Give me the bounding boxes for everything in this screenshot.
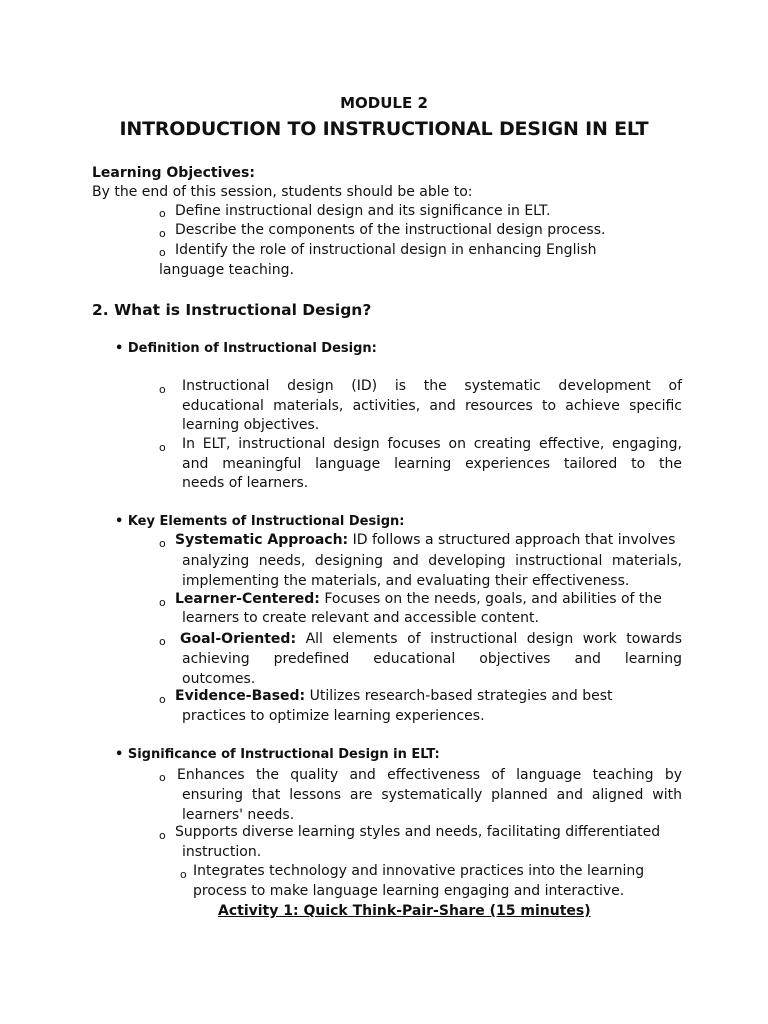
significance-heading: • Significance of Instructional Design in ELT: bbox=[115, 747, 440, 762]
significance-item-1-continued: ensuring that lessons are systematically planned and aligned with learners' needs. bbox=[182, 787, 682, 823]
bullet-icon: o bbox=[159, 771, 166, 784]
significance-item-1: Enhances the quality and effectiveness of language teaching by bbox=[177, 767, 682, 783]
module-label: MODULE 2 bbox=[340, 94, 428, 112]
key-elements-heading: • Key Elements of Instructional Design: bbox=[115, 514, 405, 529]
page-title: INTRODUCTION TO INSTRUCTIONAL DESIGN IN ELT bbox=[119, 118, 649, 140]
key-element-label: Evidence-Based: bbox=[175, 688, 306, 704]
key-element-1-continued: analyzing needs, designing and developing instructional materials, implementing the materials, and evaluating their effectiveness. bbox=[182, 553, 682, 589]
definition-paragraph-1: Instructional design (ID) is the systematic development of educational materials, activities, and resources to achieve specific learning objectives. bbox=[182, 378, 682, 433]
bullet-icon: o bbox=[180, 868, 187, 881]
activity-heading: Activity 1: Quick Think-Pair-Share (15 minutes) bbox=[218, 903, 591, 919]
key-element-1: Systematic Approach: ID follows a structured approach that involves bbox=[175, 532, 676, 548]
bullet-icon: o bbox=[159, 693, 166, 706]
objectives-heading: Learning Objectives: bbox=[92, 165, 255, 181]
key-element-label: Learner-Centered: bbox=[175, 591, 320, 607]
key-element-4: Evidence-Based: Utilizes research-based strategies and best bbox=[175, 688, 613, 704]
key-element-3-continued: achieving predefined educational objectives and learning outcomes. bbox=[182, 651, 682, 687]
bullet-icon: o bbox=[159, 207, 166, 220]
significance-item-3: Integrates technology and innovative practices into the learning bbox=[193, 863, 645, 879]
objectives-intro: By the end of this session, students should be able to: bbox=[92, 184, 473, 200]
definition-paragraph-2: In ELT, instructional design focuses on creating effective, engaging, and meaningful language learning experiences tailored to the needs of learners. bbox=[182, 436, 682, 491]
bullet-icon: o bbox=[159, 227, 166, 240]
key-element-3: Goal-Oriented: All elements of instructional design work towards bbox=[180, 631, 682, 647]
definition-heading: • Definition of Instructional Design: bbox=[115, 341, 377, 356]
bullet-icon: o bbox=[159, 246, 166, 259]
bullet-icon: o bbox=[159, 596, 166, 609]
bullet-icon: o bbox=[159, 441, 166, 454]
significance-item-2-continued: instruction. bbox=[182, 844, 262, 860]
bullet-icon: o bbox=[159, 829, 166, 842]
section-heading: 2. What is Instructional Design? bbox=[92, 301, 372, 319]
key-element-2-continued: learners to create relevant and accessible content. bbox=[182, 610, 539, 626]
significance-item-3-continued: process to make language learning engaging and interactive. bbox=[193, 883, 625, 899]
key-element-label: Goal-Oriented: bbox=[180, 631, 297, 647]
bullet-icon: o bbox=[159, 383, 166, 396]
bullet-icon: o bbox=[159, 635, 166, 648]
bullet-icon: o bbox=[159, 537, 166, 550]
objective-item: Identify the role of instructional design in enhancing English bbox=[175, 242, 597, 258]
significance-item-2: Supports diverse learning styles and needs, facilitating differentiated bbox=[175, 824, 661, 840]
key-element-4-continued: practices to optimize learning experiences. bbox=[182, 708, 485, 724]
objective-item-continued: language teaching. bbox=[159, 262, 294, 278]
objective-item: Describe the components of the instructional design process. bbox=[175, 222, 606, 238]
key-element-label: Systematic Approach: bbox=[175, 532, 349, 548]
key-element-2: Learner-Centered: Focuses on the needs, goals, and abilities of the bbox=[175, 591, 662, 607]
objective-item: Define instructional design and its significance in ELT. bbox=[175, 203, 551, 219]
